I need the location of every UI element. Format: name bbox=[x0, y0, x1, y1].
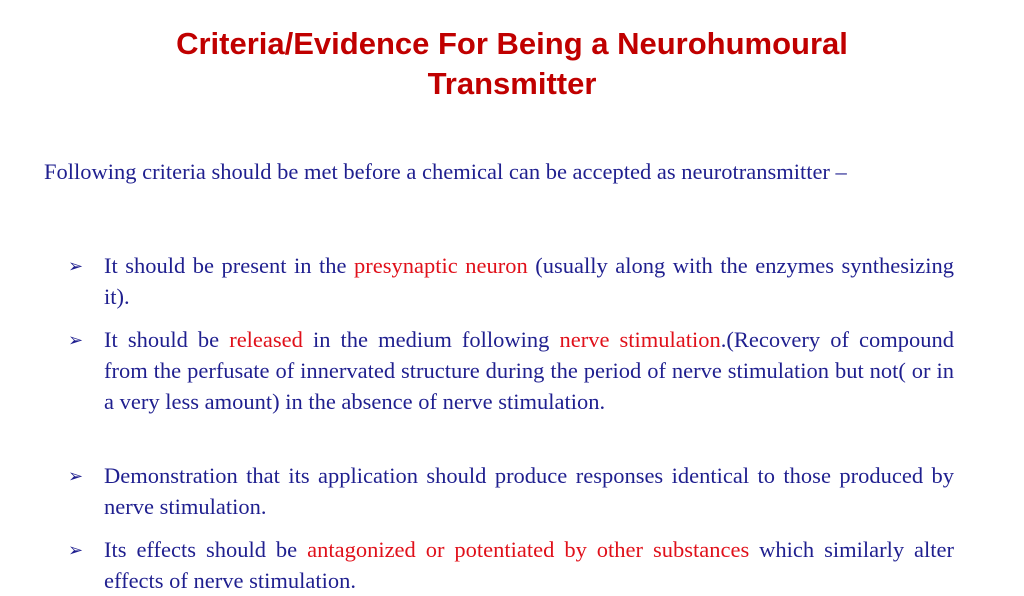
arrow-bullet-icon: ➢ bbox=[68, 540, 84, 561]
bullet-text: (usually along with the enzymes synthesizing it). bbox=[104, 253, 955, 309]
highlight-text: presynaptic neuron bbox=[354, 253, 528, 278]
highlight-text: antagonized or potentiated by other substances bbox=[307, 537, 750, 562]
bullet-text: It should be present in the bbox=[104, 253, 355, 278]
highlight-text: nerve stimulation bbox=[559, 327, 721, 352]
arrow-bullet-icon: ➢ bbox=[68, 330, 84, 351]
intro-paragraph: Following criteria should be met before a chemical can be accepted as neurotransmitter – bbox=[44, 159, 847, 184]
slide-title: Criteria/Evidence For Being a Neurohumoural Transmitter bbox=[176, 26, 848, 101]
bullet-text: Demonstration that its application should produce responses identical to those produced by nerve stimulation. bbox=[104, 463, 954, 519]
list-item bbox=[68, 324, 954, 417]
highlight-text: released bbox=[229, 327, 303, 352]
list-item bbox=[68, 534, 954, 596]
bullet-text: It should be bbox=[104, 327, 230, 352]
list-item bbox=[68, 250, 955, 312]
bullet-text: Its effects should be bbox=[104, 537, 308, 562]
bullet-text: .(Recovery of compound from the perfusate of innervated structure during the period of nerve stimulation but not( or in a very less amount) in the absence of nerve stimulation. bbox=[104, 327, 954, 414]
bullet-text: in the medium following bbox=[302, 327, 560, 352]
arrow-bullet-icon: ➢ bbox=[68, 466, 84, 487]
bullet-text: which similarly alter effects of nerve stimulation. bbox=[104, 537, 954, 593]
list-item bbox=[68, 460, 954, 522]
arrow-bullet-icon: ➢ bbox=[68, 256, 84, 277]
